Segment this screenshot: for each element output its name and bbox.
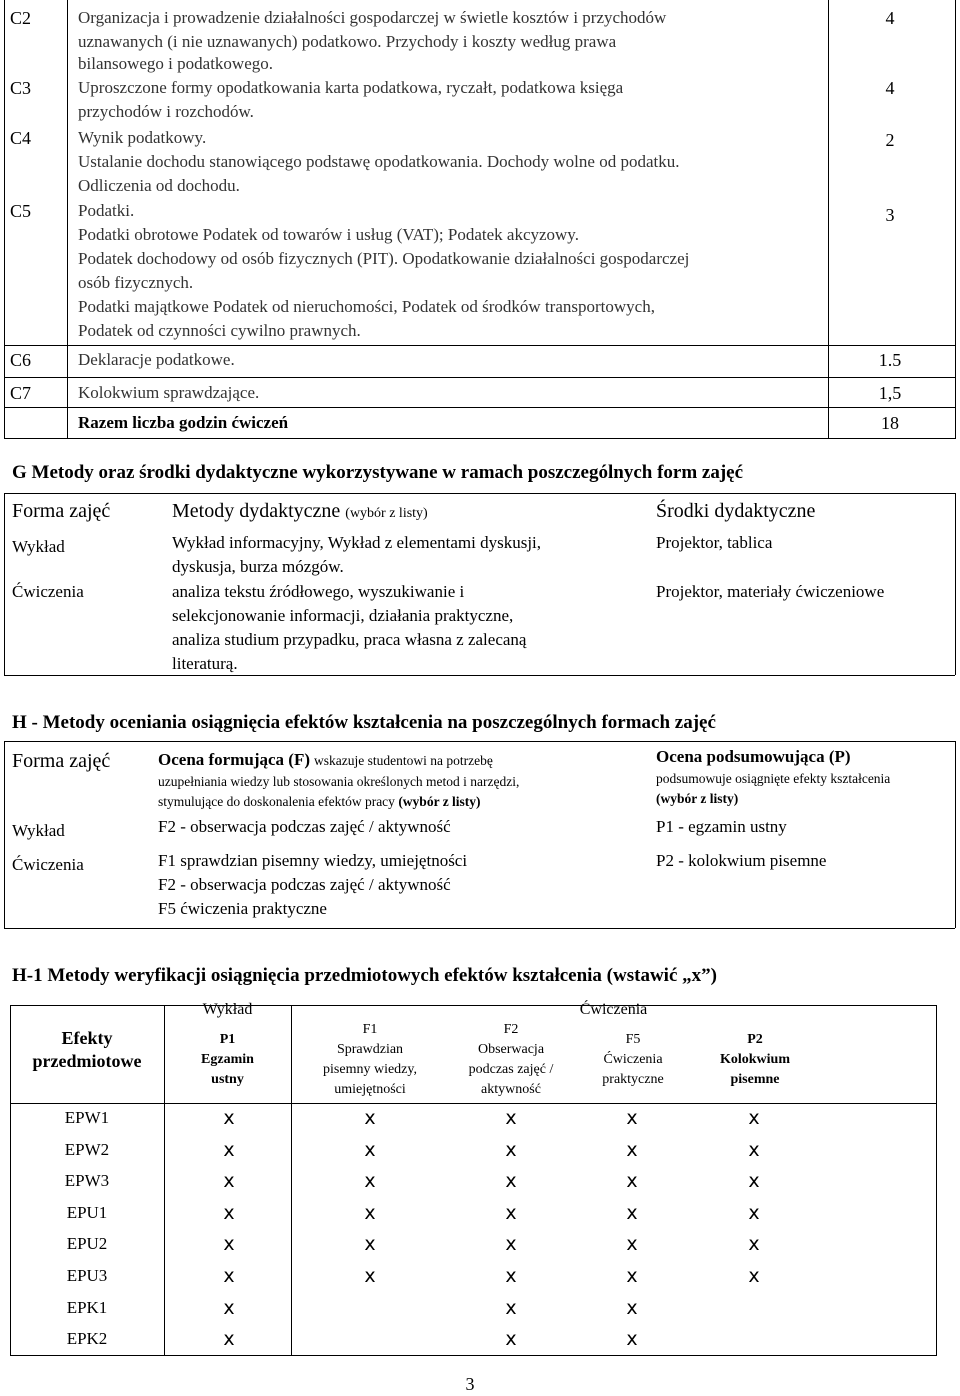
effect-label: EPK2 — [66, 1329, 108, 1348]
verification-mark: x — [505, 1328, 517, 1350]
table-border — [4, 741, 5, 928]
verification-mark: x — [748, 1107, 760, 1129]
effect-label: EPU1 — [66, 1203, 108, 1222]
verification-mark: x — [364, 1202, 376, 1224]
verification-mark: x — [364, 1233, 376, 1255]
row-means: Projektor, materiały ćwiczeniowe — [656, 582, 885, 601]
row-form: Ćwiczenia — [12, 855, 84, 874]
section-h-heading: H - Metody oceniania osiągnięcia efektów kształcenia na poszczególnych formach zajęć — [12, 712, 716, 733]
verification-mark: x — [223, 1202, 235, 1224]
row-topic: Podatki. Podatki obrotowe Podatek od towarów i usług (VAT); Podatek akcyzowy. Podatek dochodowy od osób fizycznych (PIT). Opodatkowanie działalności gospodarczej osób fizycznych. Podatki majątkowe Podatek od nieruchomości, Podatek od środków transportowych, Podatek od czynności cywilno prawnych. — [78, 201, 690, 340]
page-number: 3 — [465, 1374, 475, 1394]
verification-mark: x — [364, 1139, 376, 1161]
table-border — [4, 741, 955, 742]
row-form: Wykład — [12, 537, 65, 556]
verification-mark: x — [505, 1297, 517, 1319]
row-hours: 1,5 — [878, 383, 902, 403]
verification-mark: x — [505, 1202, 517, 1224]
verification-mark: x — [505, 1233, 517, 1255]
table-border — [4, 493, 5, 675]
table-border — [828, 0, 829, 439]
header-means: Środki dydaktyczne — [656, 500, 816, 522]
row-summative: P2 - kolokwium pisemne — [656, 851, 827, 870]
verification-mark: x — [505, 1107, 517, 1129]
verification-mark: x — [505, 1265, 517, 1287]
table-border — [955, 0, 956, 439]
table-border — [955, 741, 956, 928]
verification-mark: x — [626, 1233, 638, 1255]
row-form: Wykład — [12, 821, 65, 840]
row-means: Projektor, tablica — [656, 533, 773, 552]
row-hours: 3 — [885, 205, 895, 225]
verification-mark: x — [505, 1139, 517, 1161]
row-code: C3 — [10, 78, 32, 98]
row-topic: Uproszczone formy opodatkowania karta podatkowa, ryczałt, podatkowa księga przychodów i rozchodów. — [78, 78, 624, 121]
header-form: Forma zajęć — [12, 750, 111, 772]
verification-mark: x — [505, 1170, 517, 1192]
verification-mark: x — [626, 1107, 638, 1129]
effect-label: EPW2 — [64, 1140, 110, 1159]
row-hours: 2 — [885, 130, 895, 150]
verification-mark: x — [223, 1170, 235, 1192]
header-formative: Ocena formująca (F) wskazuje studentowi na potrzebę uzupełniania wiedzy lub stosowania określonych metod i narzędzi, stymulujące do doskonalenia efektów pracy (wybór z listy) — [158, 750, 520, 809]
header-methods: Metody dydaktyczne (wybór z listy) — [172, 500, 428, 522]
table-border — [4, 0, 5, 439]
effect-label: EPU2 — [66, 1234, 108, 1253]
verification-mark: x — [223, 1107, 235, 1129]
total-label: Razem liczba godzin ćwiczeń — [78, 413, 289, 432]
verification-mark: x — [626, 1328, 638, 1350]
verification-mark: x — [223, 1265, 235, 1287]
table-border — [955, 493, 956, 675]
table-border — [4, 377, 955, 378]
row-topic: Wynik podatkowy. Ustalanie dochodu stanowiącego podstawę opodatkowania. Dochody wolne od podatku. Odliczenia od dochodu. — [78, 128, 680, 195]
column-header-f1: F1 Sprawdzian pisemny wiedzy, umiejętności — [323, 1022, 417, 1097]
column-header-f5: F5 Ćwiczenia praktyczne — [602, 1032, 664, 1087]
column-header-p1: P1 Egzamin ustny — [201, 1032, 254, 1087]
verification-mark: x — [223, 1139, 235, 1161]
row-methods: analiza tekstu źródłowego, wyszukiwanie i selekcjonowanie informacji, działania praktyczne, analiza studium przypadku, praca własna z zalecaną literaturą. — [172, 582, 527, 673]
verification-mark: x — [626, 1202, 638, 1224]
effect-label: EPK1 — [66, 1298, 108, 1317]
table-border — [4, 928, 955, 929]
row-code: C2 — [10, 8, 32, 28]
header-summative: Ocena podsumowująca (P) podsumowuje osiągnięte efekty kształcenia (wybór z listy) — [656, 747, 891, 806]
table-border — [936, 1005, 937, 1356]
column-header-p2: P2 Kolokwium pisemne — [719, 1032, 790, 1087]
verification-mark: x — [748, 1202, 760, 1224]
table-border — [67, 0, 68, 439]
row-hours: 4 — [885, 78, 895, 98]
table-border — [4, 407, 955, 408]
row-hours: 1.5 — [878, 350, 902, 370]
row-code: C7 — [10, 383, 32, 403]
group-exercises: Ćwiczenia — [579, 1001, 648, 1018]
row-topic: Kolokwium sprawdzające. — [78, 383, 260, 402]
verification-mark: x — [626, 1170, 638, 1192]
effect-label: EPW3 — [64, 1171, 110, 1190]
effects-header: Efekty przedmiotowe — [32, 1028, 142, 1071]
verification-mark: x — [364, 1170, 376, 1192]
verification-mark: x — [364, 1265, 376, 1287]
verification-mark: x — [748, 1233, 760, 1255]
row-form: Ćwiczenia — [12, 582, 84, 601]
total-value: 18 — [881, 413, 899, 433]
row-methods: Wykład informacyjny, Wykład z elementami dyskusji, dyskusja, burza mózgów. — [172, 533, 542, 576]
section-h1-heading: H-1 Metody weryfikacji osiągnięcia przedmiotowych efektów kształcenia (wstawić „x”) — [12, 965, 717, 986]
section-g-heading: G Metody oraz środki dydaktyczne wykorzystywane w ramach poszczególnych form zajęć — [12, 462, 744, 483]
row-formative: F1 sprawdzian pisemny wiedzy, umiejętności F2 - obserwacja podczas zajęć / aktywność F5 ćwiczenia praktyczne — [158, 851, 468, 918]
row-topic: Organizacja i prowadzenie działalności gospodarczej w świetle kosztów i przychodów uznawanych (i nie uznawanych) podatkowo. Przychody i koszty według prawa bilansowego i podatkowego. — [78, 8, 667, 73]
verification-mark: x — [626, 1297, 638, 1319]
verification-mark: x — [626, 1139, 638, 1161]
verification-mark: x — [223, 1233, 235, 1255]
header-form: Forma zajęć — [12, 500, 111, 522]
row-hours: 4 — [885, 8, 895, 28]
effect-label: EPW1 — [64, 1108, 110, 1127]
row-summative: P1 - egzamin ustny — [656, 817, 787, 836]
table-border — [10, 1355, 936, 1356]
row-code: C5 — [10, 201, 32, 221]
verification-mark: x — [223, 1297, 235, 1319]
table-border — [4, 345, 955, 346]
verification-mark: x — [626, 1265, 638, 1287]
row-code: C6 — [10, 350, 32, 370]
table-border — [10, 1103, 936, 1104]
table-border — [4, 438, 955, 439]
row-topic: Deklaracje podatkowe. — [78, 350, 235, 369]
row-formative: F2 - obserwacja podczas zajęć / aktywność — [158, 817, 451, 836]
group-lecture: Wykład — [202, 1001, 253, 1018]
verification-mark: x — [223, 1328, 235, 1350]
table-border — [4, 493, 955, 494]
verification-mark: x — [748, 1170, 760, 1192]
effect-label: EPU3 — [66, 1266, 108, 1285]
row-code: C4 — [10, 128, 32, 148]
verification-mark: x — [748, 1139, 760, 1161]
verification-mark: x — [748, 1265, 760, 1287]
verification-mark: x — [364, 1107, 376, 1129]
column-header-f2: F2 Obserwacja podczas zajęć / aktywność — [468, 1022, 554, 1097]
table-border — [291, 1005, 292, 1356]
